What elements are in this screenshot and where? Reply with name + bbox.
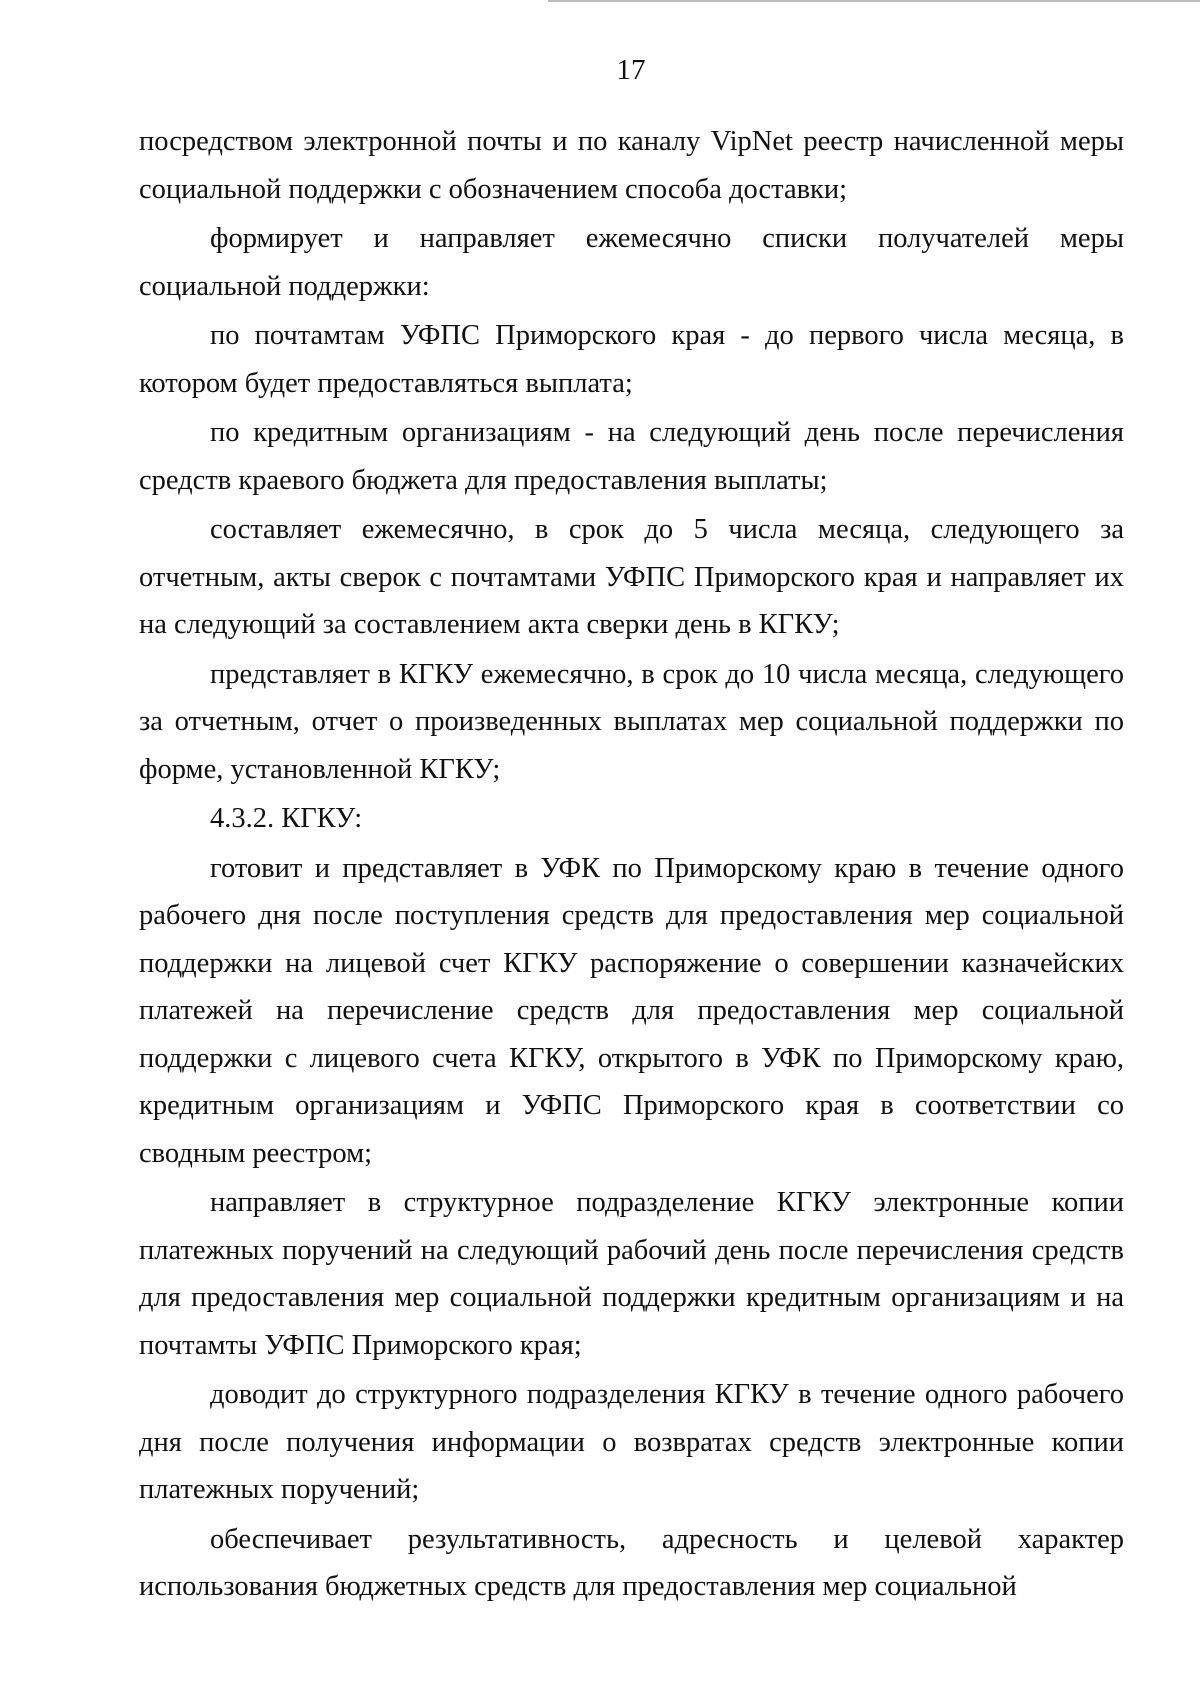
page-number: 17 bbox=[616, 54, 646, 86]
paragraph-monthly-report: представляет в КГКУ ежемесячно, в срок до 10 числа месяца, следующего за отчетным, отчет о произведенных выплатах мер социальной поддержки по форме, установленной КГКУ; bbox=[139, 658, 1124, 785]
paragraph-treasury-payments: готовит и представляет в УФК по Приморскому краю в течение одного рабочего дня после поступления средств для предоставления мер социальной поддержки на лицевой счет КГКУ распоряжение о совершении казначейских платежей на перечисление средств для предоставления мер социальной поддержки с лицевого счета КГКУ, открытого в УФК по Приморскому краю, кредитным организациям и УФПС Приморского края в соответствии со сводным реестром; bbox=[139, 852, 1124, 1169]
paragraph-post-offices: по почтамтам УФПС Приморского края - до первого числа месяца, в котором будет предоставляться выплата; bbox=[139, 320, 1124, 399]
paragraph-refund-info: доводит до структурного подразделения КГКУ в течение одного рабочего дня после получения информации о возвратах средств электронные копии платежных поручений; bbox=[139, 1379, 1124, 1505]
paragraph-payment-copies: направляет в структурное подразделение КГКУ электронные копии платежных поручений на следующий рабочий день после перечисления средств для предоставления мер социальной поддержки кредитным организациям и на почтамты УФПС Приморского края; bbox=[139, 1187, 1124, 1361]
paragraph-continuation: посредством электронной почты и по каналу VipNet реестр начисленной меры социальной поддержки с обозначением способа доставки; bbox=[139, 126, 1124, 205]
paragraph-reconciliation-acts: составляет ежемесячно, в срок до 5 числа месяца, следующего за отчетным, акты сверок с почтамтами УФПС Приморского края и направляет их на следующий за составлением акта сверки день в КГКУ; bbox=[139, 514, 1124, 640]
paragraph-forms-lists: формирует и направляет ежемесячно списки получателей меры социальной поддержки: bbox=[139, 223, 1124, 302]
paragraph-credit-organizations: по кредитным организациям - на следующий день после перечисления средств краевого бюджета для предоставления выплаты; bbox=[139, 417, 1124, 496]
document-body bbox=[139, 118, 1124, 1613]
scan-edge-line bbox=[548, 0, 1200, 2]
section-heading-4-3-2: 4.3.2. КГКУ: bbox=[210, 803, 363, 834]
paragraph-budget-effectiveness: обеспечивает результативность, адресность и целевой характер использования бюджетных средств для предоставления мер социальной bbox=[139, 1523, 1124, 1602]
